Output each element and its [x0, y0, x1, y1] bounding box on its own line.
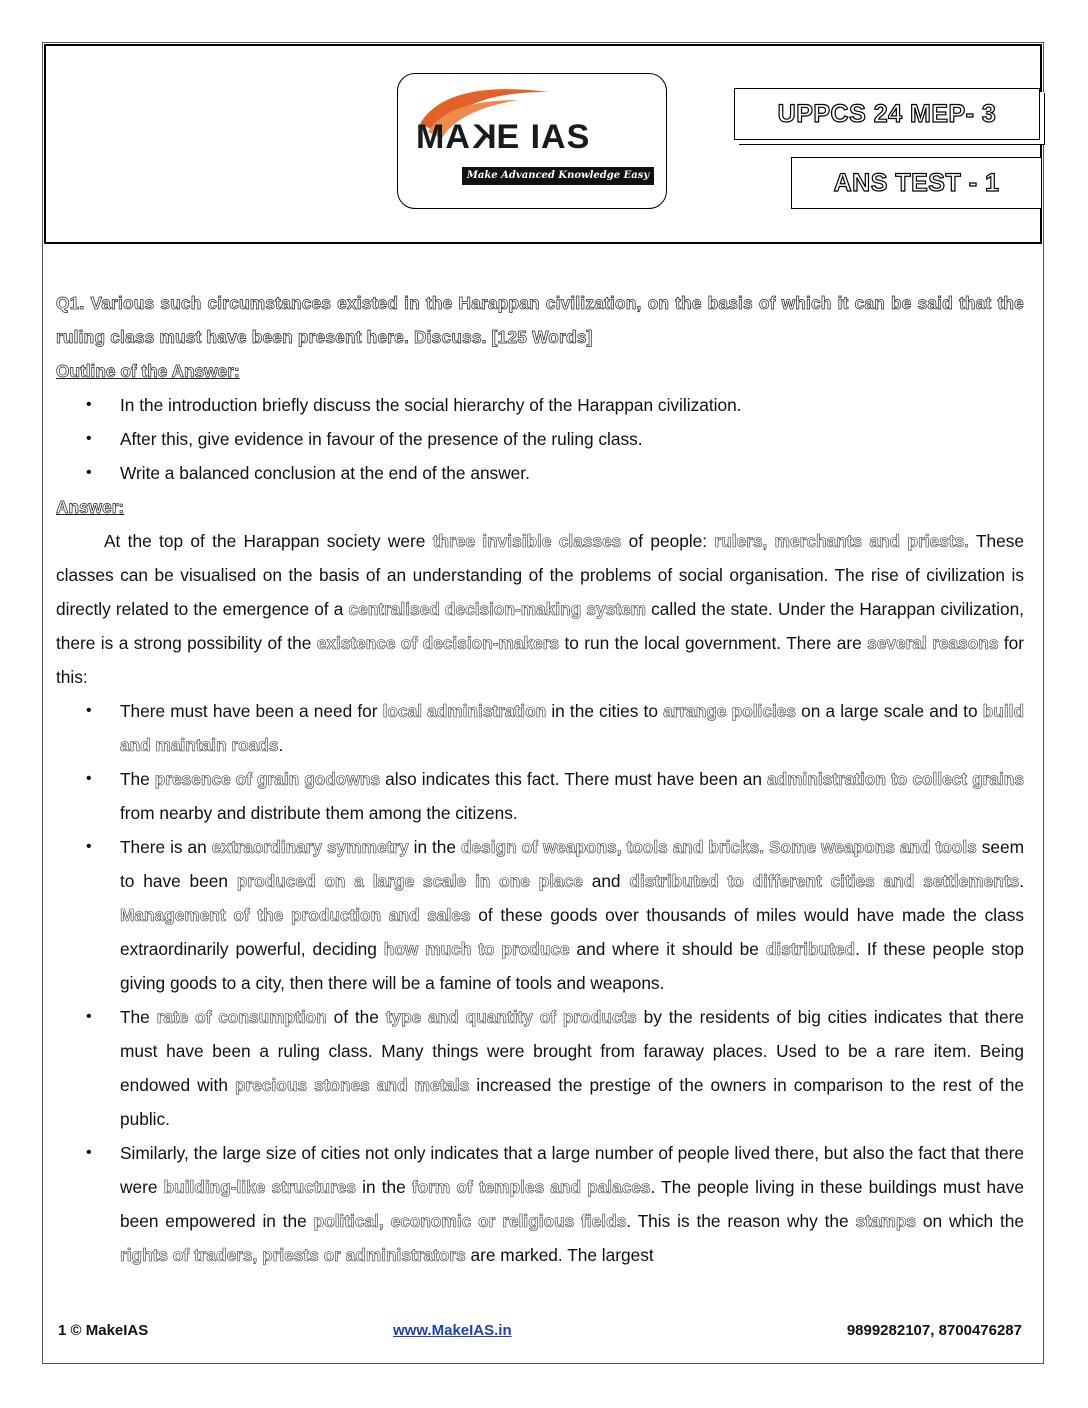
- list-item: • The presence of grain godowns also indicates this fact. There must have been an administration to collect grains from nearby and distribute them among the citizens.: [56, 762, 1024, 830]
- list-item: • There must have been a need for local administration in the cities to arrange policies on a large scale and to build and maintain roads.: [56, 694, 1024, 762]
- answer-paragraph: At the top of the Harappan society were three invisible classes of people: rulers, merchants and priests. These classes can be visualised on the basis of an understanding of the problems of social organisation. The rise of civilization is directly related to the emergence of a centralised decision-making system called the state. Under the Harappan civilization, there is a strong possibility of the existence of decision-makers to run the local government. There are several reasons for this:: [56, 531, 1025, 687]
- outline-list: [56, 388, 1024, 490]
- series-title: UPPCS 24 MEP- 3: [734, 88, 1040, 140]
- list-item: • There is an extraordinary symmetry in the design of weapons, tools and bricks. Some weapons and tools seem to have been produced on a large scale in one place and distributed to different cities and settlements. Management of the production and sales of these goods over thousands of miles would have made the class extraordinarily powerful, deciding how much to produce and where it should be distributed. If these people stop giving goods to a city, then there will be a famine of tools and weapons.: [56, 830, 1024, 1000]
- list-item: • In the introduction briefly discuss the social hierarchy of the Harappan civilization.: [56, 388, 1024, 422]
- test-title: ANS TEST - 1: [791, 157, 1042, 209]
- contact-numbers: 9899282107, 8700476287: [846, 1322, 1022, 1339]
- page-footer: [58, 1322, 1024, 1346]
- answer-heading: Answer:: [56, 497, 125, 517]
- page-number-copyright: 1 © MakeIAS: [58, 1322, 149, 1339]
- list-item: • Similarly, the large size of cities not only indicates that a large number of people lived there, but also the fact that there were building-like structures in the form of temples and palaces. The people living in these buildings must have been empowered in the political, economic or religious fields. This is the reason why the stamps on which the rights of traders, priests or administrators are marked. The largest: [56, 1136, 1024, 1272]
- list-item: • Write a balanced conclusion at the end of the answer.: [56, 456, 1024, 490]
- question-text: Q1. Various such circumstances existed in the Harappan civilization, on the basis of which it can be said that the ruling class must have been present here. Discuss. [125 Words]: [56, 293, 1024, 347]
- answer-points: [56, 694, 1024, 1272]
- logo-tagline: Make Advanced Knowledge Easy: [462, 167, 654, 185]
- outline-heading: Outline of the Answer:: [56, 361, 240, 381]
- website-link[interactable]: www.MakeIAS.in: [393, 1322, 512, 1339]
- makeias-logo: [397, 73, 667, 209]
- logo-wordmark: MAKE IAS: [416, 118, 591, 156]
- main-content: [56, 286, 1024, 1272]
- list-item: • The rate of consumption of the type and quantity of products by the residents of big cities indicates that there must have been a ruling class. Many things were brought from faraway places. Used to be a rare item. Being endowed with precious stones and metals increased the prestige of the owners in comparison to the rest of the public.: [56, 1000, 1024, 1136]
- list-item: • After this, give evidence in favour of the presence of the ruling class.: [56, 422, 1024, 456]
